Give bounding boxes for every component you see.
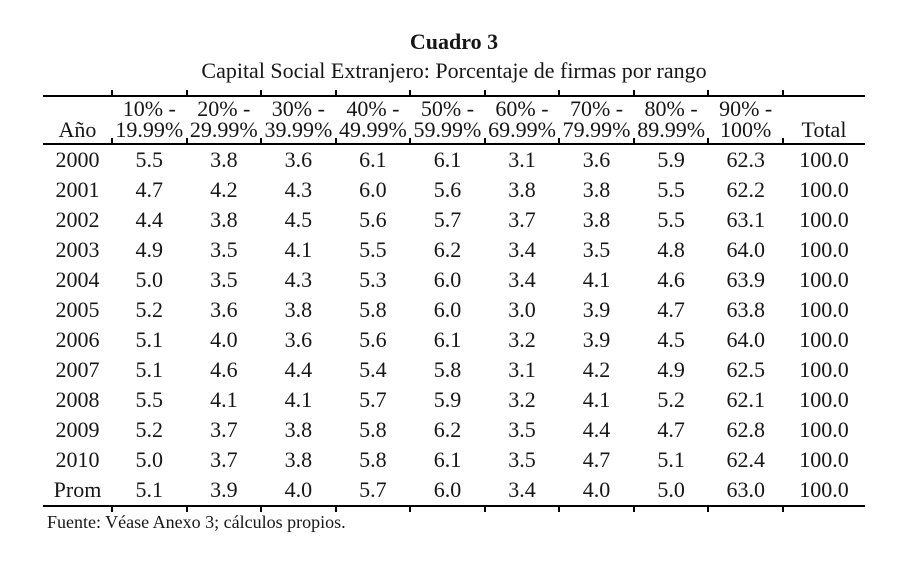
value-cell: 3.8 — [582, 207, 611, 232]
value-cell: 100.0 — [799, 327, 849, 352]
table-row — [43, 175, 865, 205]
table-row — [43, 144, 865, 175]
value-cell: 3.1 — [508, 357, 536, 382]
column-header-line1: 50% - — [420, 96, 475, 121]
value-cell: 62.5 — [726, 357, 765, 382]
value-cell: 4.1 — [284, 237, 313, 262]
value-cell: 5.1 — [135, 327, 164, 352]
value-cell: 63.0 — [708, 475, 783, 506]
value-cell: 3.5 — [508, 417, 536, 442]
column-header — [43, 96, 112, 144]
value-cell: 100.0 — [799, 417, 849, 442]
header-row — [43, 96, 865, 144]
value-cell: 4.9 — [657, 357, 685, 382]
column-header-line1: 20% - — [197, 96, 251, 121]
table-row — [43, 355, 865, 385]
value-cell: 3.9 — [187, 475, 262, 506]
value-cell: 100.0 — [799, 147, 849, 172]
value-cell: 5.6 — [359, 327, 387, 352]
row-label: 2000 — [55, 147, 100, 172]
column-header-line2: 69.99% — [488, 117, 556, 142]
value-cell: 3.6 — [284, 147, 313, 172]
value-cell: 4.6 — [210, 357, 238, 382]
column-header — [559, 96, 634, 144]
value-cell: 62.8 — [726, 417, 765, 442]
column-header-line2: 19.99% — [115, 117, 184, 142]
value-cell: 5.7 — [433, 207, 462, 232]
table-row — [43, 475, 865, 506]
value-cell: 6.1 — [433, 327, 462, 352]
value-cell: 6.0 — [433, 297, 462, 322]
column-header — [708, 96, 783, 144]
value-cell: 3.8 — [508, 177, 536, 202]
value-cell: 62.4 — [726, 447, 765, 472]
value-cell: 3.8 — [210, 147, 238, 172]
value-cell: 5.5 — [657, 177, 685, 202]
row-label: 2002 — [55, 207, 100, 232]
value-cell: 5.8 — [359, 297, 387, 322]
row-label: 2007 — [55, 357, 100, 382]
value-cell: 5.2 — [135, 297, 164, 322]
value-cell: 5.1 — [657, 447, 685, 472]
value-cell: 100.0 — [799, 387, 849, 412]
value-cell: 5.9 — [657, 147, 685, 172]
value-cell: 4.1 — [582, 267, 611, 292]
table-title: Capital Social Extranjero: Porcentaje de firmas por rango — [201, 58, 707, 83]
value-cell: 5.5 — [657, 207, 685, 232]
value-cell: 3.6 — [284, 327, 313, 352]
column-header-line2: 49.99% — [339, 117, 407, 142]
row-label: 2008 — [55, 387, 100, 412]
value-cell: 5.2 — [135, 417, 164, 442]
value-cell: 3.9 — [582, 297, 611, 322]
value-cell: 4.5 — [284, 207, 313, 232]
data-table — [43, 95, 865, 507]
value-cell: 3.2 — [508, 387, 536, 412]
column-header — [410, 96, 485, 144]
value-cell: 5.7 — [359, 387, 387, 412]
value-cell: 5.1 — [112, 475, 187, 506]
value-cell: 6.1 — [433, 147, 462, 172]
value-cell: 3.8 — [284, 417, 313, 442]
value-cell: 5.6 — [359, 207, 387, 232]
column-header — [336, 96, 411, 144]
value-cell: 4.4 — [582, 417, 611, 442]
value-cell: 3.2 — [508, 327, 536, 352]
column-header-line1: 80% - — [644, 96, 698, 121]
value-cell: 3.5 — [508, 447, 536, 472]
value-cell: 6.2 — [433, 417, 462, 442]
table-row — [43, 385, 865, 415]
value-cell: 64.0 — [726, 237, 765, 262]
value-cell: 63.8 — [726, 297, 765, 322]
value-cell: 5.4 — [359, 357, 387, 382]
column-header-line1: 70% - — [569, 96, 624, 121]
value-cell: 5.5 — [135, 387, 164, 412]
value-cell: 4.7 — [135, 177, 164, 202]
value-cell: 3.7 — [210, 417, 238, 442]
value-cell: 5.6 — [433, 177, 462, 202]
value-cell: 4.1 — [284, 387, 313, 412]
value-cell: 4.0 — [261, 475, 336, 506]
value-cell: 5.0 — [135, 447, 164, 472]
value-cell: 4.0 — [210, 327, 238, 352]
value-cell: 4.3 — [284, 267, 313, 292]
value-cell: 3.6 — [582, 147, 611, 172]
value-cell: 5.2 — [657, 387, 685, 412]
value-cell: 6.1 — [359, 147, 387, 172]
value-cell: 6.0 — [433, 267, 462, 292]
table-row — [43, 295, 865, 325]
value-cell: 4.1 — [582, 387, 611, 412]
value-cell: 3.1 — [508, 147, 536, 172]
table-header — [43, 96, 865, 144]
column-header — [187, 96, 262, 144]
value-cell: 4.6 — [657, 267, 685, 292]
value-cell: 5.3 — [359, 267, 387, 292]
column-header-line2: 89.99% — [637, 117, 706, 142]
value-cell: 100.0 — [783, 475, 865, 506]
value-cell: 100.0 — [799, 177, 849, 202]
table-row — [43, 415, 865, 445]
value-cell: 4.0 — [559, 475, 634, 506]
value-cell: 5.5 — [359, 237, 387, 262]
value-cell: 100.0 — [799, 357, 849, 382]
value-cell: 6.1 — [433, 447, 462, 472]
value-cell: 62.2 — [726, 177, 765, 202]
column-header-line1: 60% - — [495, 96, 549, 121]
value-cell: 100.0 — [799, 297, 849, 322]
value-cell: 4.7 — [657, 417, 685, 442]
value-cell: 4.5 — [657, 327, 685, 352]
value-cell: 63.1 — [726, 207, 765, 232]
column-header — [261, 96, 336, 144]
row-label: 2006 — [55, 327, 100, 352]
value-cell: 3.0 — [508, 297, 536, 322]
column-header-line2: 29.99% — [189, 117, 258, 142]
value-cell: 5.8 — [433, 357, 462, 382]
value-cell: 3.8 — [210, 207, 238, 232]
value-cell: 5.0 — [135, 267, 164, 292]
value-cell: 4.2 — [582, 357, 611, 382]
value-cell: 3.7 — [210, 447, 238, 472]
value-cell: 6.0 — [359, 177, 387, 202]
table-row — [43, 265, 865, 295]
value-cell: 5.8 — [359, 447, 387, 472]
table-row — [43, 205, 865, 235]
value-cell: 3.4 — [508, 267, 536, 292]
row-label: 2005 — [55, 297, 100, 322]
row-label: 2003 — [55, 237, 100, 262]
column-header-line1: 30% - — [271, 96, 325, 121]
value-cell: 100.0 — [799, 207, 849, 232]
value-cell: 3.4 — [485, 475, 560, 506]
row-label: 2010 — [55, 447, 100, 472]
column-header — [783, 96, 865, 144]
value-cell: 5.5 — [135, 147, 164, 172]
value-cell: 62.1 — [726, 387, 765, 412]
value-cell: 5.9 — [433, 387, 462, 412]
value-cell: 3.8 — [284, 297, 313, 322]
column-header-line2: Total — [801, 117, 847, 142]
table-body — [43, 144, 865, 506]
value-cell: 5.8 — [359, 417, 387, 442]
value-cell: 3.9 — [582, 327, 611, 352]
row-label: 2009 — [55, 417, 100, 442]
column-header-line1: 90% - — [719, 96, 773, 121]
value-cell: 64.0 — [726, 327, 765, 352]
column-header-line2: 39.99% — [264, 117, 333, 142]
value-cell: 4.1 — [210, 387, 238, 412]
value-cell: 62.3 — [726, 147, 765, 172]
value-cell: 100.0 — [799, 237, 849, 262]
value-cell: 3.8 — [284, 447, 313, 472]
value-cell: 4.9 — [135, 237, 164, 262]
value-cell: 3.6 — [210, 297, 238, 322]
value-cell: 3.8 — [582, 177, 611, 202]
column-header-line2: 59.99% — [413, 117, 482, 142]
value-cell: 4.7 — [582, 447, 611, 472]
table-row — [43, 235, 865, 265]
column-header-line2: 100% — [720, 117, 772, 142]
column-header-line2: 79.99% — [562, 117, 631, 142]
value-cell: 4.4 — [284, 357, 313, 382]
value-cell: 3.7 — [508, 207, 536, 232]
value-cell: 4.4 — [135, 207, 164, 232]
value-cell: 100.0 — [799, 447, 849, 472]
value-cell: 5.7 — [336, 475, 411, 506]
column-header-line1: 40% - — [346, 96, 400, 121]
value-cell: 100.0 — [799, 267, 849, 292]
row-label: 2004 — [55, 267, 100, 292]
column-header-line1: 10% - — [122, 96, 176, 121]
value-cell: 4.7 — [657, 297, 685, 322]
value-cell: 6.2 — [433, 237, 462, 262]
table-row — [43, 325, 865, 355]
value-cell: 3.5 — [582, 237, 611, 262]
column-header-line2: Año — [58, 117, 97, 142]
column-header — [112, 96, 187, 144]
table-row — [43, 445, 865, 475]
value-cell: 3.4 — [508, 237, 536, 262]
value-cell: 4.3 — [284, 177, 313, 202]
value-cell: 4.8 — [657, 237, 685, 262]
value-cell: 5.1 — [135, 357, 164, 382]
value-cell: 3.5 — [210, 237, 238, 262]
column-header — [485, 96, 560, 144]
row-label: Prom — [43, 475, 112, 506]
value-cell: 6.0 — [410, 475, 485, 506]
column-header — [634, 96, 709, 144]
row-label: 2001 — [55, 177, 100, 202]
value-cell: 3.5 — [210, 267, 238, 292]
value-cell: 63.9 — [726, 267, 765, 292]
table-caption: Cuadro 3 — [409, 29, 499, 54]
value-cell: 4.2 — [210, 177, 238, 202]
value-cell: 5.0 — [634, 475, 709, 506]
source-note: Fuente: Véase Anexo 3; cálculos propios. — [47, 512, 346, 532]
